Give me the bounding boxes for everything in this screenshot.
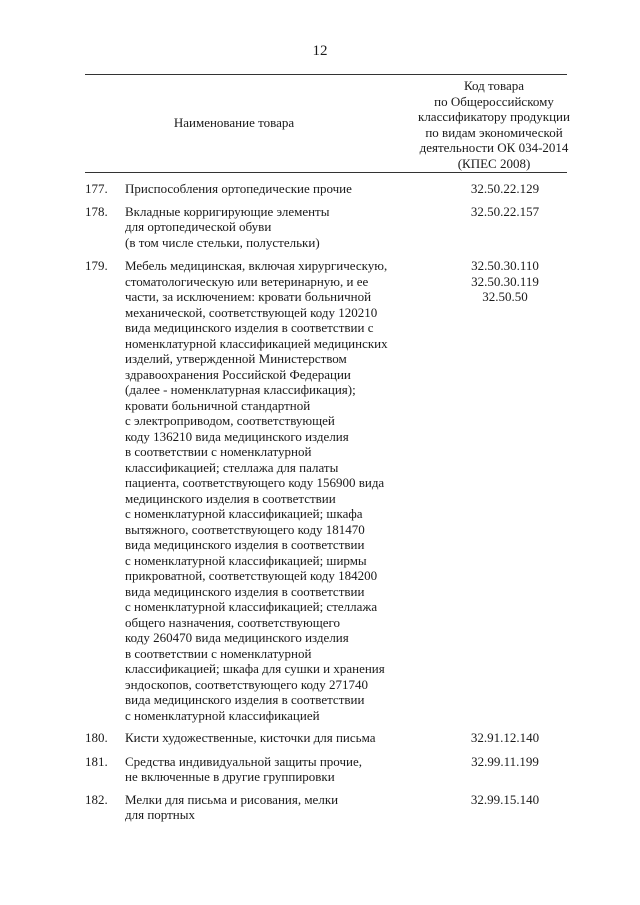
product-name-line: с номенклатурной классификацией bbox=[125, 707, 320, 723]
product-name-line: классификацией; шкафа для сушки и хранения bbox=[125, 661, 385, 676]
product-code: 32.99.15.140 bbox=[470, 791, 540, 807]
product-name-line: вида медицинского изделия в соответствии с bbox=[125, 320, 374, 335]
product-code: 32.50.22.129 bbox=[470, 181, 540, 196]
row-number: 179. bbox=[85, 258, 108, 273]
product-name-line: вида медицинского изделия в соответствии bbox=[125, 583, 365, 599]
product-name-line: Средства индивидуальной защиты прочие, bbox=[125, 753, 362, 769]
product-code: 32.91.12.140 bbox=[470, 730, 540, 745]
product-name-line: вида медицинского изделия в соответствии bbox=[125, 537, 365, 552]
product-name-line: с номенклатурной классификацией; шкафа bbox=[125, 506, 363, 521]
product-name-line: эндоскопов, соответствующего коду 271740 bbox=[125, 676, 368, 692]
table-row bbox=[85, 258, 567, 723]
row-number: 177. bbox=[85, 181, 108, 196]
product-name-line: не включенные в другие группировки bbox=[125, 769, 335, 784]
product-name bbox=[125, 258, 405, 723]
product-name-line: вида медицинского изделия в соответствии bbox=[125, 692, 365, 707]
table-body bbox=[85, 181, 567, 830]
product-name-line: Мебель медицинская, включая хирургическую, bbox=[125, 258, 388, 273]
table-row bbox=[85, 181, 567, 197]
product-code: 32.99.11.199 bbox=[471, 753, 539, 769]
product-codes bbox=[391, 754, 619, 770]
product-name-line: пациента, соответствующего коду 156900 вида bbox=[125, 475, 385, 490]
column-header-code-line: Код товара bbox=[463, 78, 525, 93]
row-number: 182. bbox=[85, 791, 108, 807]
product-name bbox=[125, 792, 405, 823]
product-name-line: механической, соответствующей коду 120210 bbox=[125, 304, 378, 320]
page-number: 12 bbox=[312, 43, 328, 59]
product-name-line: кровати больничной стандартной bbox=[125, 397, 311, 413]
product-name-line: Приспособления ортопедические прочие bbox=[125, 181, 352, 196]
row-number: 181. bbox=[85, 753, 108, 769]
product-name-line: прикроватной, соответствующей коду 184200 bbox=[125, 568, 378, 583]
table-row bbox=[85, 204, 567, 251]
product-name-line: Мелки для письма и рисования, мелки bbox=[125, 791, 339, 807]
product-code: 32.50.50 bbox=[482, 289, 528, 304]
column-header-code-line: по видам экономической bbox=[425, 124, 563, 140]
column-header-code-line: классификатору продукции bbox=[418, 109, 570, 124]
product-codes bbox=[391, 181, 619, 197]
product-code: 32.50.30.110 bbox=[471, 258, 539, 273]
product-name-line: коду 260470 вида медицинского изделия bbox=[125, 630, 349, 645]
column-header-code-line: деятельности ОК 034-2014 bbox=[419, 140, 569, 155]
product-name-line: стоматологическую или ветеринарную, и ее bbox=[125, 273, 369, 289]
product-name-line: вытяжного, соответствующего коду 181470 bbox=[125, 521, 365, 537]
table-top-rule bbox=[85, 74, 567, 75]
product-codes bbox=[391, 792, 619, 808]
product-name-line: с номенклатурной классификацией; ширмы bbox=[125, 552, 367, 568]
product-name-line: для ортопедической обуви bbox=[125, 219, 272, 234]
product-name-line: части, за исключением: кровати больничной bbox=[125, 289, 372, 304]
product-name-line: в соответствии с номенклатурной bbox=[125, 444, 312, 459]
product-codes bbox=[391, 204, 619, 220]
table-row bbox=[85, 730, 567, 746]
product-name-line: (в том числе стельки, полустельки) bbox=[125, 234, 320, 250]
product-name-line: изделий, утвержденной Министерством bbox=[125, 351, 347, 366]
product-name-line: здравоохранения Российской Федерации bbox=[125, 366, 351, 382]
table-header-rule bbox=[85, 172, 567, 173]
table-row bbox=[85, 754, 567, 785]
product-name-line: классификацией; стеллажа для палаты bbox=[125, 459, 339, 475]
product-name-line: с электроприводом, соответствующей bbox=[125, 413, 335, 428]
product-name bbox=[125, 730, 405, 746]
product-name bbox=[125, 754, 405, 785]
product-codes bbox=[391, 258, 619, 305]
row-number: 178. bbox=[85, 203, 108, 219]
product-name bbox=[125, 204, 405, 251]
product-name-line: для портных bbox=[125, 807, 195, 822]
product-codes bbox=[391, 730, 619, 746]
table-row bbox=[85, 792, 567, 823]
product-code: 32.50.22.157 bbox=[470, 203, 540, 219]
column-header-code-line: по Общероссийскому bbox=[434, 93, 554, 109]
column-header-name: Наименование товара bbox=[173, 115, 295, 130]
row-number: 180. bbox=[85, 730, 108, 745]
product-name-line: с номенклатурной классификацией; стеллажа bbox=[125, 599, 378, 614]
product-name bbox=[125, 181, 405, 197]
product-code: 32.50.30.119 bbox=[471, 273, 539, 289]
product-name-line: Вкладные корригирующие элементы bbox=[125, 203, 330, 219]
product-name-line: медицинского изделия в соответствии bbox=[125, 490, 336, 506]
product-name-line: (далее - номенклатурная классификация); bbox=[125, 382, 356, 397]
product-name-line: в соответствии с номенклатурной bbox=[125, 645, 312, 661]
column-header-code-line: (КПЕС 2008) bbox=[457, 155, 531, 171]
product-name-line: Кисти художественные, кисточки для письма bbox=[125, 730, 376, 745]
column-header-code bbox=[380, 78, 608, 171]
product-name-line: коду 136210 вида медицинского изделия bbox=[125, 428, 349, 444]
product-name-line: общего назначения, соответствующего bbox=[125, 614, 341, 630]
product-name-line: номенклатурной классификацией медицинских bbox=[125, 335, 388, 351]
